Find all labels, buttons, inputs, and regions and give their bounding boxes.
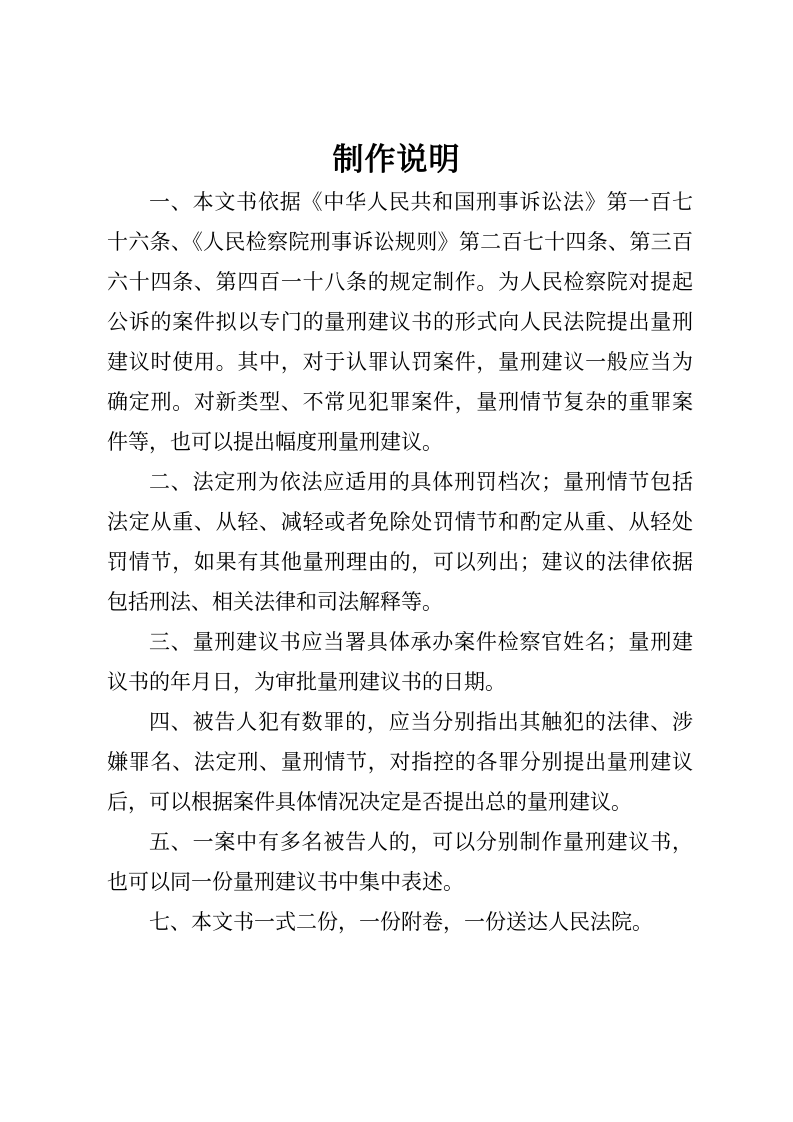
paragraph-basis: 一、本文书依据《中华人民共和国刑事诉讼法》第一百七十六条、《人民检察院刑事诉讼规则》第二百七十四条、第三百六十四条、第四百一十八条的规定制作。为人民检察院对提起公诉的案件拟以专门的量刑建议书的形式向人民法院提出量刑建议时使用。其中，对于认罪认罚案件，量刑建议一般应当为确定刑。对新类型、不常见犯罪案件，量刑情节复杂的重罪案件等，也可以提出幅度刑量刑建议。	[107, 190, 693, 454]
paragraph-copies: 七、本文书一式二份，一份附卷，一份送达人民法院。	[149, 910, 653, 934]
document-title: 制作说明	[332, 142, 461, 178]
paragraph-multiple-crimes: 四、被告人犯有数罪的，应当分别指出其触犯的法律、涉嫌罪名、法定刑、量刑情节，对指控的各罪分别提出量刑建议后，可以根据案件具体情况决定是否提出总的量刑建议。	[107, 710, 693, 814]
paragraph-multiple-defendants: 五、一案中有多名被告人的，可以分别制作量刑建议书，也可以同一份量刑建议书中集中表述。	[107, 830, 693, 894]
paragraph-signature: 三、量刑建议书应当署具体承办案件检察官姓名；量刑建议书的年月日，为审批量刑建议书的日期。	[107, 630, 693, 694]
paragraph-statutory-penalty: 二、法定刑为依法应适用的具体刑罚档次；量刑情节包括法定从重、从轻、减轻或者免除处罚情节和酌定从重、从轻处罚情节，如果有其他量刑理由的，可以列出；建议的法律依据包括刑法、相关法律和司法解释等。	[107, 470, 693, 614]
document-body	[107, 182, 693, 942]
